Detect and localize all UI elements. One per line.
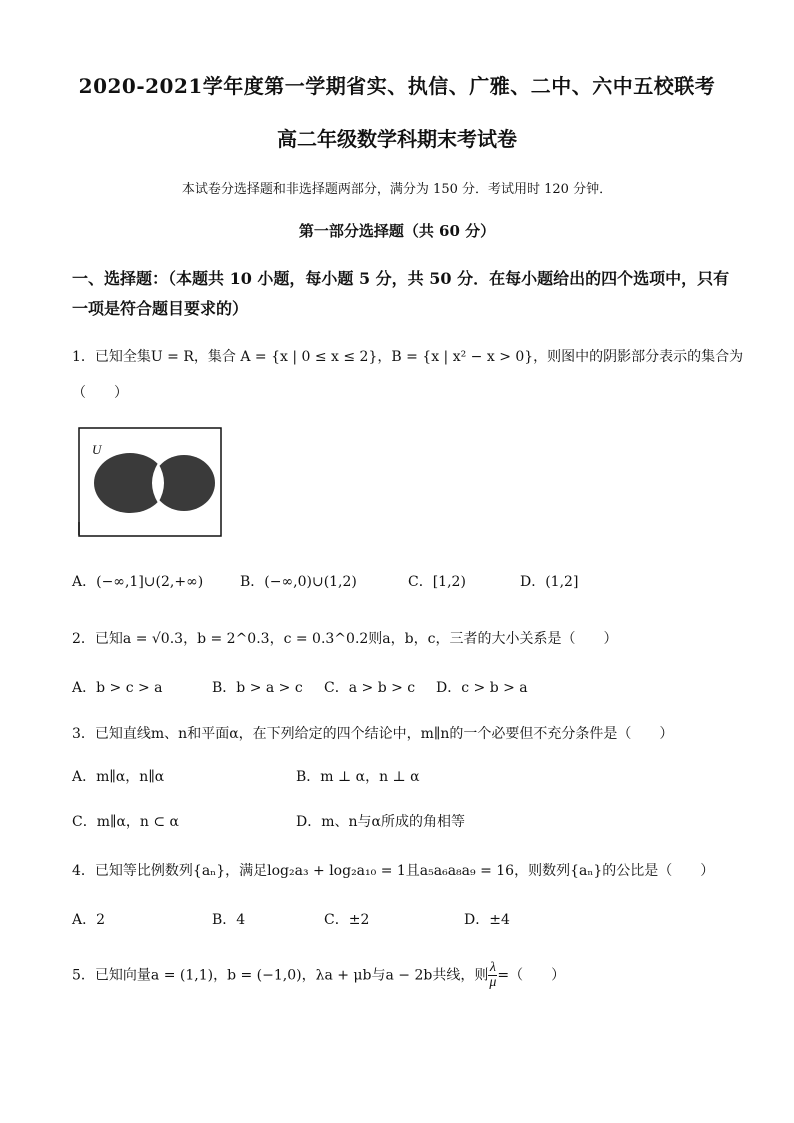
q2-option-c: C．a > b > c <box>324 680 416 696</box>
question-5-text-end: =（ ） <box>497 967 566 984</box>
q4-option-c: C．±2 <box>324 912 370 928</box>
q2-option-a: A．b > c > a <box>72 680 163 696</box>
question-5-text <box>72 961 565 990</box>
section-heading-line1: 一、选择题：（本题共 10 小题，每小题 5 分，共 50 分．在每小题给出的四个选项中，只有 <box>72 269 730 288</box>
venn-label-u: U <box>92 442 102 457</box>
q1-option-a: A．(−∞,1]∪(2,+∞) <box>72 574 204 590</box>
question-5-text-start: 5．已知向量a = (1,1)，b = (−1,0)，λa + μb与a − 2b共线，则 <box>72 967 489 984</box>
question-1-paren: （ ） <box>72 385 128 401</box>
q2-option-d: D．c > b > a <box>436 680 528 696</box>
q1-option-d: D．(1,2] <box>520 574 579 590</box>
q4-option-a: A．2 <box>72 912 106 928</box>
exam-subtitle: 高二年级数学科期末考试卷 <box>277 127 517 151</box>
q4-option-d: D．±4 <box>464 912 510 928</box>
exam-intro: 本试卷分选择题和非选择题两部分，满分为 150 分．考试用时 120 分钟． <box>181 182 613 197</box>
question-4-text: 4．已知等比例数列{aₙ}，满足log₂a₃ + log₂a₁₀ = 1且a₅a₆a₈a₉ = 16，则数列{aₙ}的公比是（ ） <box>72 863 715 879</box>
fraction-denominator: μ <box>489 975 497 990</box>
q3-option-b: B．m ⊥ α，n ⊥ α <box>296 769 420 785</box>
question-3-text: 3．已知直线m、n和平面α，在下列给定的四个结论中，m∥n的一个必要但不充分条件是（ ） <box>72 726 674 742</box>
q3-option-c: C．m∥α，n ⊂ α <box>72 814 180 830</box>
q3-option-a: A．m∥α，n∥α <box>72 769 165 785</box>
venn-diagram <box>78 427 222 537</box>
section-heading-line2: 一项是符合题目要求的） <box>72 299 249 318</box>
fraction-numerator: λ <box>489 960 496 975</box>
question-2-text: 2．已知a = √0.3，b = 2^0.3，c = 0.3^0.2则a，b，c，三者的大小关系是（ ） <box>72 631 618 647</box>
exam-title: 2020-2021学年度第一学期省实、执信、广雅、二中、六中五校联考 <box>78 74 716 98</box>
part-title: 第一部分选择题（共 60 分） <box>298 222 496 240</box>
q4-option-b: B．4 <box>212 912 246 928</box>
question-1-text: 1．已知全集U = R，集合 A = {x | 0 ≤ x ≤ 2}，B = {x | x² − x > 0}，则图中的阴影部分表示的集合为 <box>72 349 744 365</box>
q2-option-b: B．b > a > c <box>212 680 303 696</box>
q3-option-d: D．m、n与α所成的角相等 <box>296 814 465 830</box>
q1-option-c: C．[1,2) <box>408 574 466 590</box>
q1-option-b: B．(−∞,0)∪(1,2) <box>240 574 357 590</box>
